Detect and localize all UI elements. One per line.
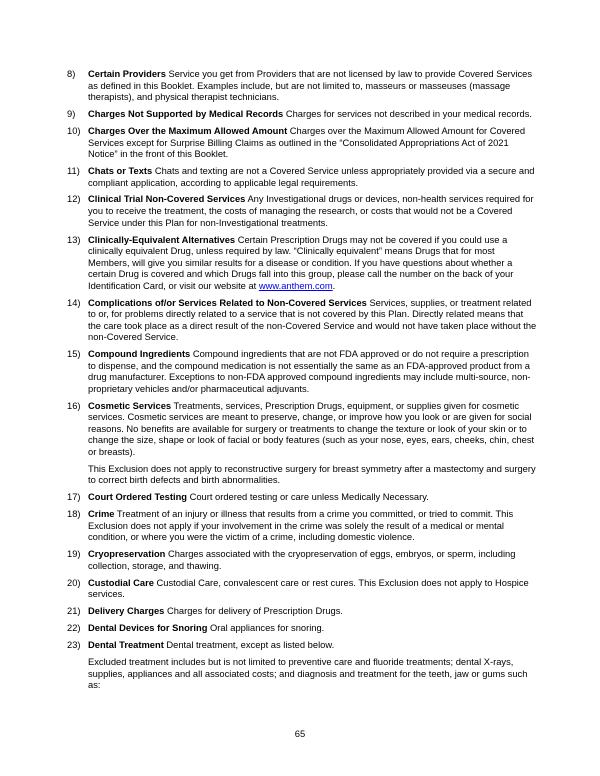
item-text: Oral appliances for snoring. <box>207 623 325 634</box>
list-item <box>67 640 537 692</box>
item-title: Charges Over the Maximum Allowed Amount <box>88 125 288 136</box>
item-text-end: . <box>332 280 336 291</box>
item-title: Clinical Trial Non-Covered Services <box>88 194 246 205</box>
item-number: 18) <box>67 509 81 520</box>
item-text: Court ordered testing or care unless Medically Necessary. <box>186 492 429 503</box>
item-title: Chats or Texts <box>88 166 153 176</box>
item-number: 11) <box>67 166 80 176</box>
item-title: Certain Providers <box>88 69 166 79</box>
item-note: Excluded treatment includes but is not limited to preventive care and fluoride treatments; dental X-rays, supplies, appliances and all associated costs; and diagnosis and treatment for the teeth, jaw or gums such as: <box>88 657 528 691</box>
list-item <box>67 509 537 544</box>
item-number: 13) <box>67 234 81 245</box>
page-number: 65 <box>294 729 306 739</box>
list-item <box>67 606 537 618</box>
item-text: Compound ingredients that are not FDA approved or do not require a prescription to dispense, and the compound medication is not essentially the same as an FDA-approved product from a drug manufacturer. Exceptions to non-FDA approved compound ingredients may include multi-source, non-proprietary vehicles and/or pharmaceutical adjuvants. <box>88 349 531 394</box>
list-item <box>67 194 537 229</box>
item-title: Compound Ingredients <box>88 349 191 360</box>
item-number: 8) <box>67 69 76 79</box>
item-title: Delivery Charges <box>88 606 165 617</box>
item-title: Complications of/or Services Related to Non-Covered Services <box>88 297 367 308</box>
list-item <box>67 578 537 601</box>
item-number: 15) <box>67 349 81 360</box>
item-title: Court Ordered Testing <box>88 492 187 503</box>
item-title: Cosmetic Services <box>88 400 172 411</box>
item-text: Treatment of an injury or illness that results from a crime you committed, or tried to commit. This Exclusion does not apply if your involvement in the crime was solely the result of a medical or mental condition, or where you were the victim of a crime, including domestic violence. <box>88 509 514 543</box>
list-item <box>67 623 537 635</box>
item-number: 10) <box>67 125 81 136</box>
item-title: Charges Not Supported by Medical Records <box>88 109 284 120</box>
item-number: 21) <box>67 606 81 617</box>
item-note: This Exclusion does not apply to reconstructive surgery for breast symmetry after a mastectomy and surgery to correct birth defects and birth abnormalities. <box>88 463 536 486</box>
item-title: Dental Devices for Snoring <box>88 623 208 634</box>
item-text: Charges over the Maximum Allowed Amount for Covered Services except for Surprise Billing Claims as outlined in the “Consolidated Appropriations Act of 2021 Notice” in the front of this Booklet. <box>88 125 526 160</box>
item-number: 20) <box>67 577 81 588</box>
item-number: 23) <box>67 640 81 651</box>
list-item <box>67 549 537 572</box>
list-item <box>67 401 537 487</box>
item-number: 19) <box>67 549 81 560</box>
item-title: Clinically-Equivalent Alternatives <box>88 234 236 245</box>
item-text: Certain Prescription Drugs may not be covered if you could use a clinically equivalent Drug, unless required by law. “Clinically equivalent” means Drugs that for most Members, will give you similar results for a disease or condition. If you have questions about whether a certain Drug is covered and which Drugs fall into this group, please call the number on the back of your Identification Card, or visit our website at <box>88 234 514 291</box>
item-text: Treatments, services, Prescription Drugs, equipment, or supplies given for cosmetic services. Cosmetic services are meant to preserve, change, or improve how you look or are given for social reasons. No benefits are available for surgery or treatments to change the texture or look of your skin or to change the size, shape or look of facial or body features (such as your nose, eyes, ears, cheeks, chin, chest or breasts). <box>88 400 535 457</box>
item-title: Custodial Care <box>88 577 154 588</box>
list-item <box>67 349 537 395</box>
list-item <box>67 298 537 344</box>
exclusions-list <box>67 69 537 697</box>
list-item <box>67 492 537 504</box>
item-text: Any Investigational drugs or devices, non-health services required for you to receive the treatment, the costs of managing the research, or costs that would not be a Covered Service under this Plan for non-Investigational treatments. <box>88 194 534 228</box>
list-item <box>67 69 537 104</box>
list-item <box>67 126 537 161</box>
item-text: Charges for delivery of Prescription Drugs. <box>164 606 343 617</box>
item-number: 9) <box>67 109 76 120</box>
item-title: Crime <box>88 509 115 520</box>
item-title: Cryopreservation <box>88 549 166 560</box>
item-text: Service you get from Providers that are not licensed by law to provide Covered Services as defined in this Booklet. Examples include, but are not limited to, masseurs or masseuses (massage therapists), and physical therapist technicians. <box>88 69 533 103</box>
item-text: Charges for services not described in your medical records. <box>283 109 532 120</box>
anthem-website-link[interactable]: www.anthem.com <box>258 280 333 291</box>
item-text: Chats and texting are not a Covered Service unless appropriately provided via a secure and compliant application, according to applicable legal requirements. <box>88 166 535 188</box>
item-text: Dental treatment, except as listed below. <box>163 640 335 651</box>
item-title: Dental Treatment <box>88 640 164 651</box>
item-number: 16) <box>67 400 81 411</box>
item-number: 17) <box>67 492 81 503</box>
item-number: 22) <box>67 623 81 634</box>
item-text: Custodial Care, convalescent care or rest cures. This Exclusion does not apply to Hospice services. <box>88 577 529 600</box>
list-item <box>67 109 537 121</box>
item-text: Charges associated with the cryopreservation of eggs, embryos, or sperm, including collection, storage, and thawing. <box>88 549 516 571</box>
item-number: 14) <box>67 297 81 308</box>
item-text: Services, supplies, or treatment related to or, for problems directly related to a service that is not covered by this Plan. Directly related means that the care took place as a direct result of the non-Covered Service and would not have taken place without the non-Covered Service. <box>88 297 537 343</box>
list-item <box>67 235 537 293</box>
list-item <box>67 166 537 189</box>
item-number: 12) <box>67 194 81 205</box>
